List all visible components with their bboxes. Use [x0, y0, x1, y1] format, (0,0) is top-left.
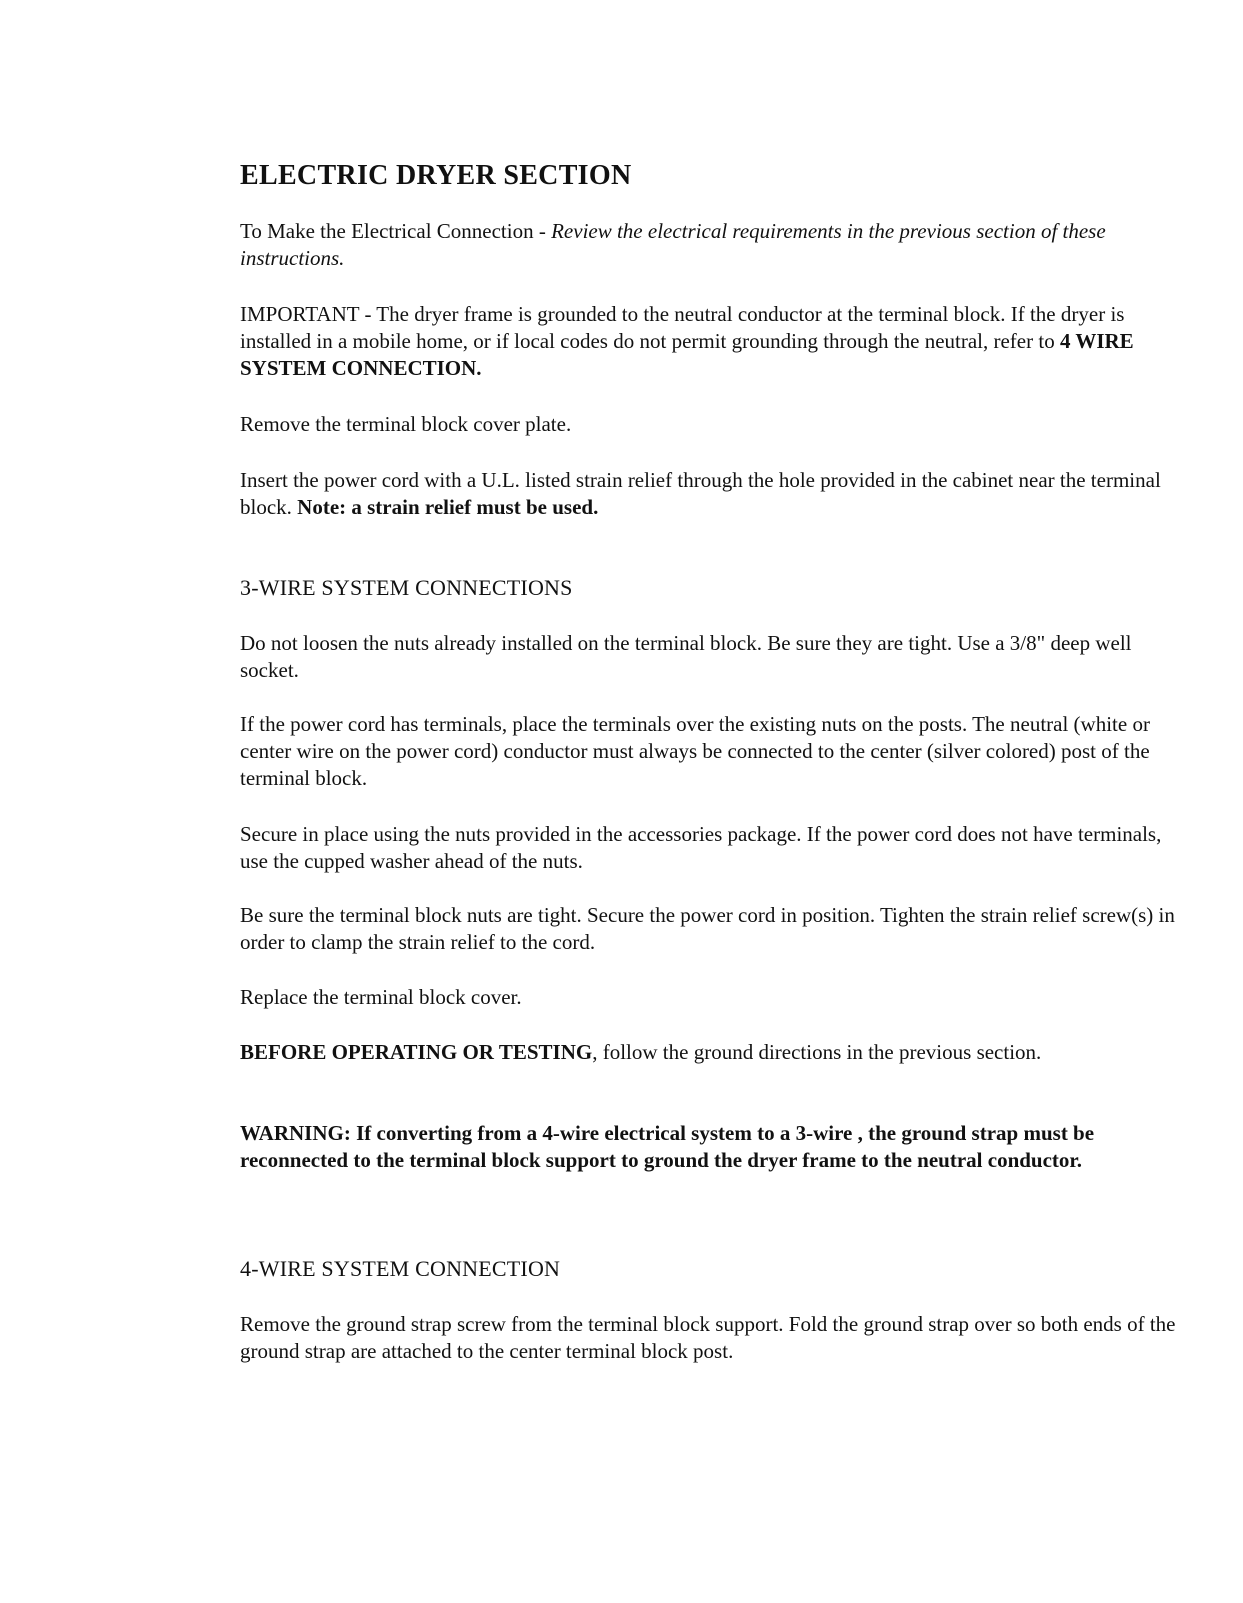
paragraph-important [240, 301, 1180, 382]
strain-relief-note: Note: a strain relief must be used. [297, 495, 599, 519]
paragraph-before-operating [240, 1039, 1180, 1066]
paragraph-ground-strap: Remove the ground strap screw from the terminal block support. Fold the ground strap over so both ends of the ground strap are attached to the center terminal block post. [240, 1312, 1176, 1363]
paragraph-remove-cover: Remove the terminal block cover plate. [240, 412, 572, 436]
paragraph-terminals: If the power cord has terminals, place the terminals over the existing nuts on the posts. The neutral (white or center wire on the power cord) conductor must always be connected to the center (silver colored) post of the terminal block. [240, 712, 1150, 790]
before-operating-text: , follow the ground directions in the previous section. [592, 1040, 1042, 1064]
important-text: - The dryer frame is grounded to the neutral conductor at the terminal block. If the dryer is installed in a mobile home, or if local codes do not permit grounding through the neutral, refer to [240, 302, 1125, 353]
paragraph-nuts: Do not loosen the nuts already installed on the terminal block. Be sure they are tight. Use a 3/8" deep well socket. [240, 631, 1132, 682]
heading-3-wire: 3-WIRE SYSTEM CONNECTIONS [240, 575, 573, 600]
paragraph-lead-text: To Make the Electrical Connection - [240, 219, 552, 243]
paragraph-insert-cord [240, 467, 1180, 521]
warning-paragraph: WARNING: If converting from a 4-wire electrical system to a 3-wire , the ground strap must be reconnected to the terminal block support to ground the dryer frame to the neutral conductor. [240, 1121, 1095, 1172]
heading-4-wire: 4-WIRE SYSTEM CONNECTION [240, 1256, 561, 1281]
paragraph-tighten: Be sure the terminal block nuts are tight. Secure the power cord in position. Tighten the strain relief screw(s) in order to clamp the strain relief to the cord. [240, 903, 1175, 954]
insert-cord-text: Insert the power cord with a U.L. listed strain relief through the hole provided in the cabinet near the terminal block. [240, 468, 1161, 519]
paragraph-replace-cover: Replace the terminal block cover. [240, 985, 522, 1009]
italic-instruction: Review the electrical requirements in the previous section of these instructions. [240, 219, 1106, 270]
before-operating-label: BEFORE OPERATING OR TESTING [240, 1040, 593, 1064]
important-label: IMPORTANT [240, 302, 360, 326]
four-wire-reference: 4 WIRE SYSTEM CONNECTION. [240, 329, 1134, 380]
section-title: ELECTRIC DRYER SECTION [240, 160, 632, 191]
paragraph-electrical-connection [240, 218, 1180, 272]
paragraph-secure: Secure in place using the nuts provided in the accessories package. If the power cord does not have terminals, use the cupped washer ahead of the nuts. [240, 822, 1162, 873]
